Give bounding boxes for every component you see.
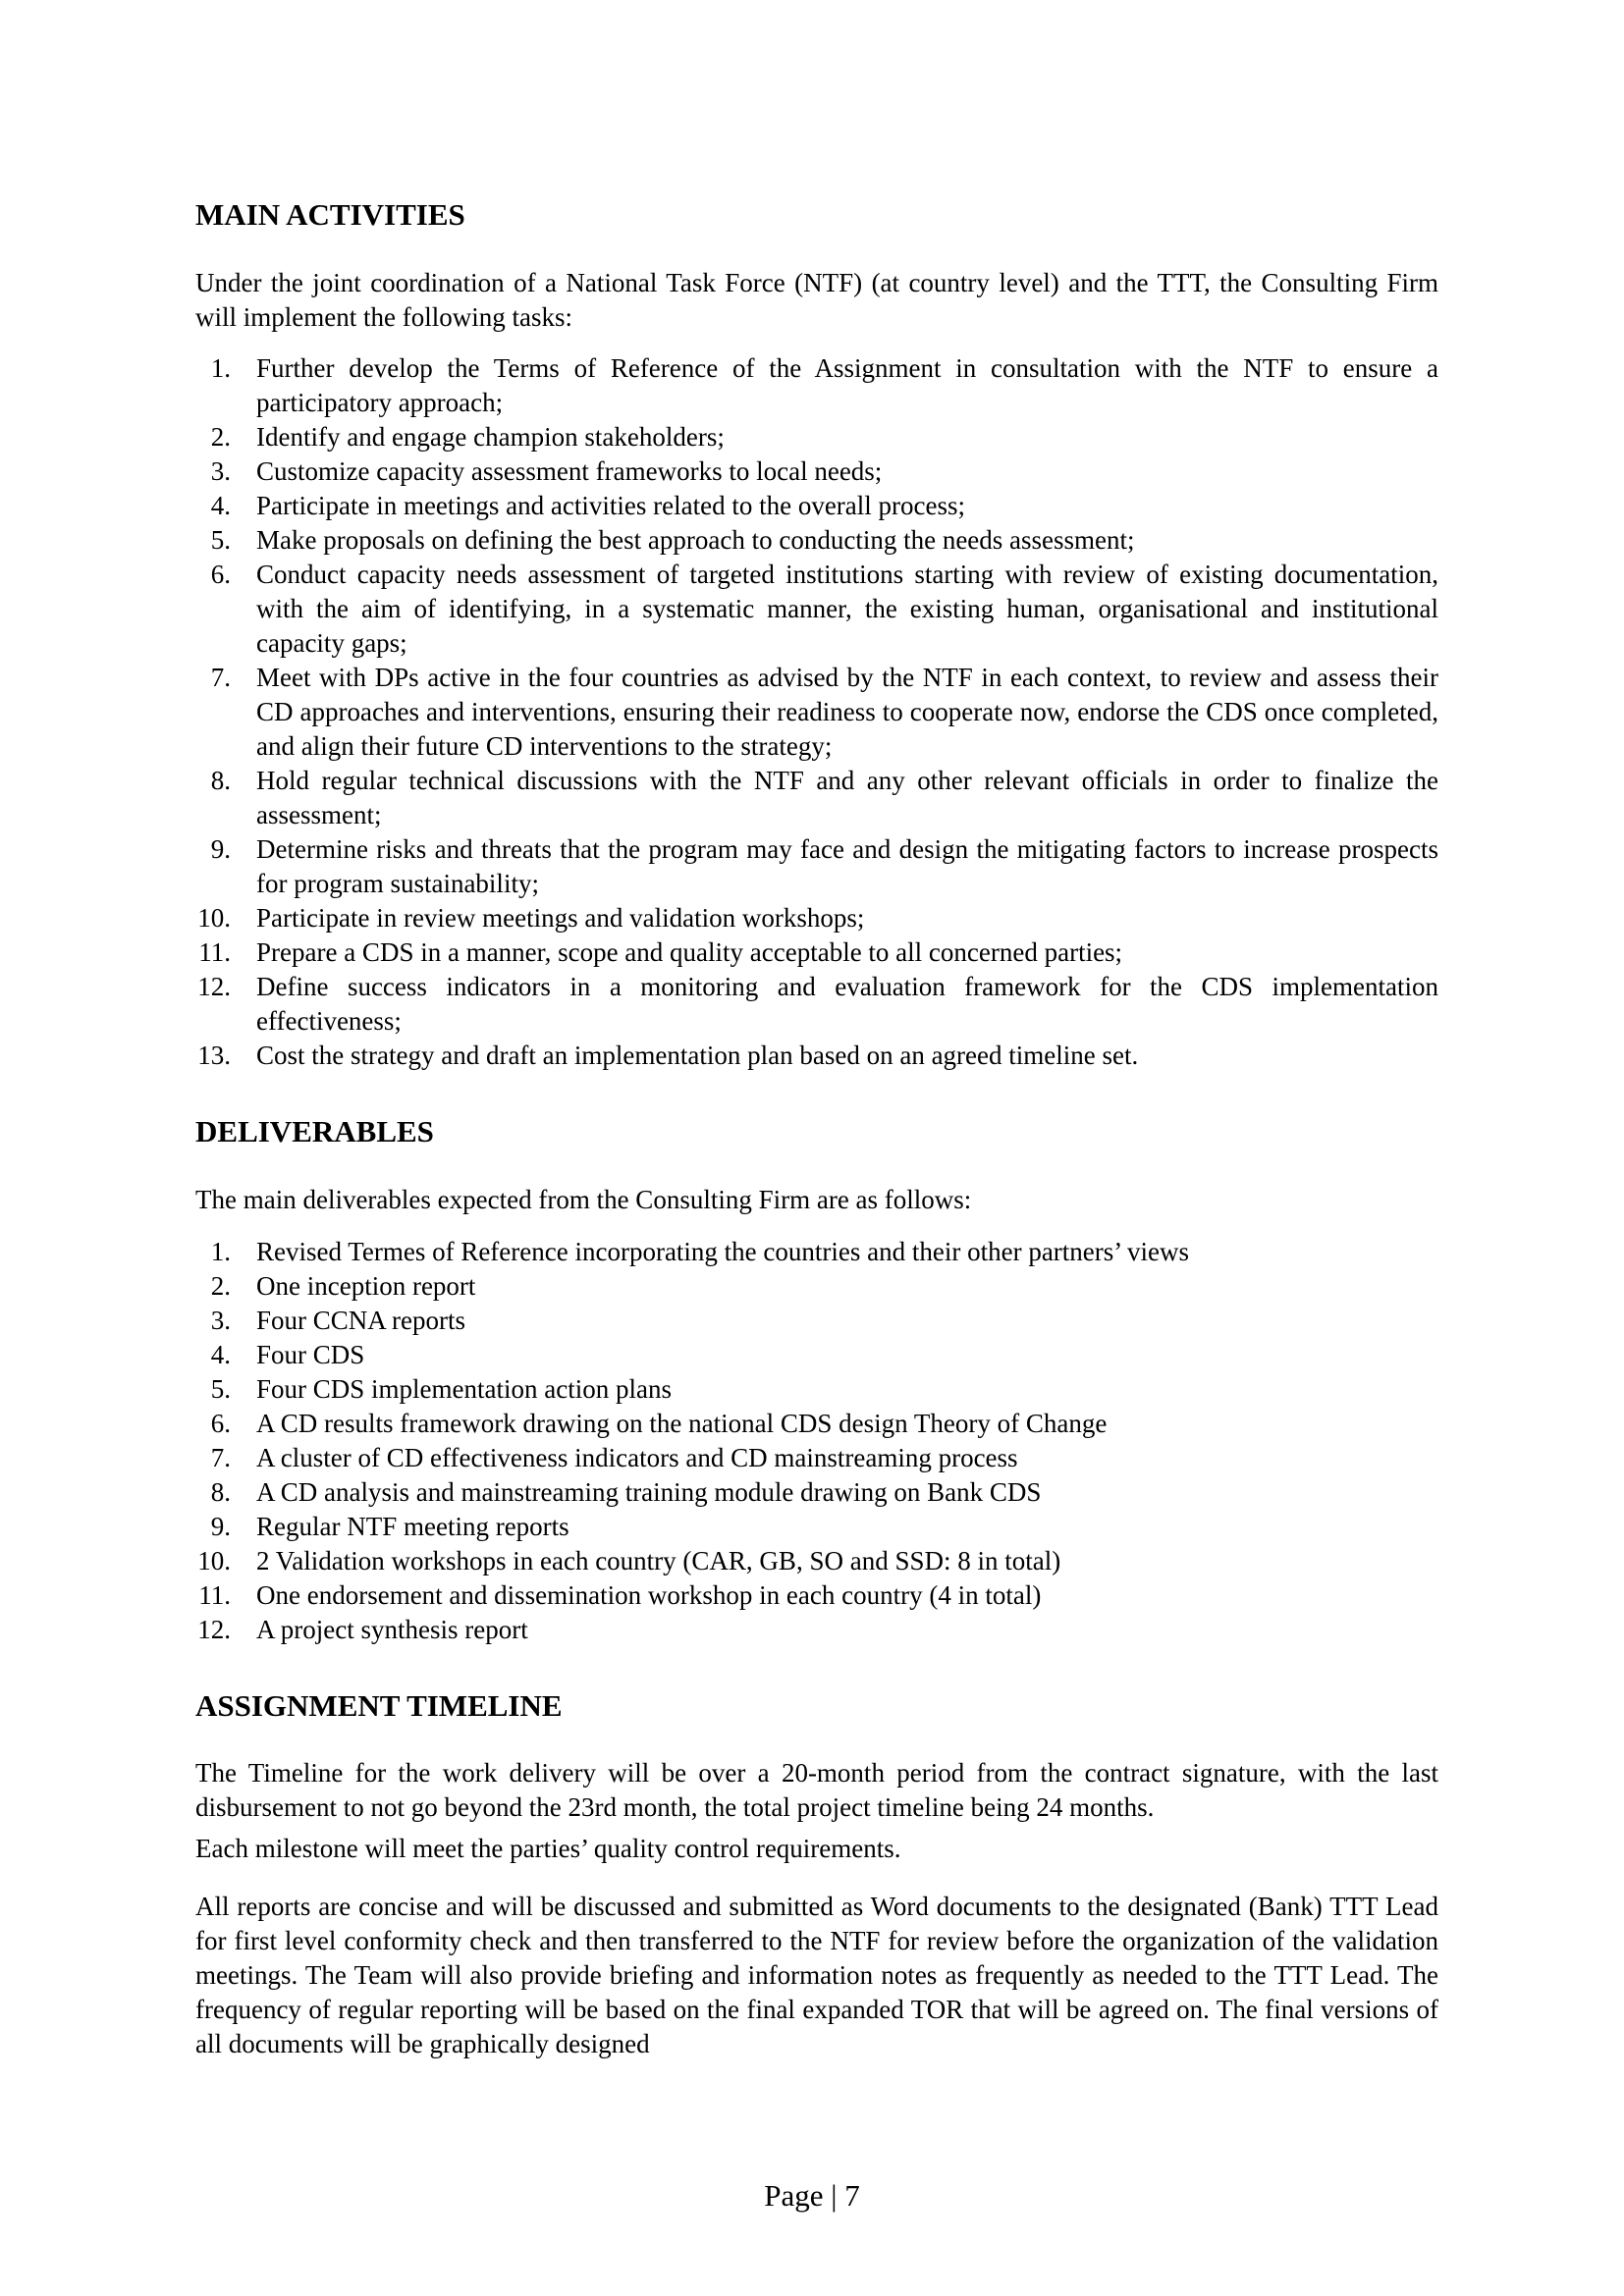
- list-item-text: 2 Validation workshops in each country (CAR, GB, SO and SSD: 8 in total): [256, 1546, 1061, 1575]
- list-item: [195, 764, 1438, 832]
- list-item: [195, 1613, 1438, 1647]
- main-activities-list: [195, 351, 1438, 1073]
- list-item: [195, 1544, 1438, 1578]
- list-item-number: 5.: [210, 525, 231, 555]
- list-item-number: 12.: [197, 1615, 231, 1644]
- list-item-text: A CD analysis and mainstreaming training module drawing on Bank CDS: [256, 1477, 1042, 1507]
- list-item-number: 9.: [210, 834, 231, 864]
- list-item: [195, 420, 1438, 454]
- list-item-text: Identify and engage champion stakeholders;: [256, 422, 725, 452]
- list-item-text: A project synthesis report: [256, 1615, 528, 1644]
- list-item-text: Participate in review meetings and validation workshops;: [256, 903, 865, 933]
- list-item-number: 4.: [210, 1340, 231, 1369]
- list-item: [195, 1510, 1438, 1544]
- list-item-text: Meet with DPs active in the four countries as advised by the NTF in each context, to review and assess their CD approaches and interventions, ensuring their readiness to cooperate now, endorse the CDS once completed, and align their future CD interventions to the strategy;: [256, 663, 1438, 761]
- list-item: [195, 1338, 1438, 1372]
- list-item-number: 2.: [210, 422, 231, 452]
- list-item: [195, 558, 1438, 661]
- list-item-text: Four CCNA reports: [256, 1306, 466, 1335]
- list-item: [195, 1372, 1438, 1407]
- list-item-text: Further develop the Terms of Reference of the Assignment in consultation with the NTF to ensure a participatory approach;: [256, 353, 1438, 417]
- list-item-text: Revised Termes of Reference incorporating the countries and their other partners’ views: [256, 1237, 1190, 1266]
- list-item-text: Prepare a CDS in a manner, scope and quality acceptable to all concerned parties;: [256, 937, 1123, 967]
- list-item-number: 12.: [197, 972, 231, 1001]
- list-item: [195, 970, 1438, 1039]
- deliverables-list: [195, 1235, 1438, 1647]
- list-item-number: 10.: [197, 1546, 231, 1575]
- list-item: [195, 1039, 1438, 1073]
- list-item-text: Cost the strategy and draft an implementation plan based on an agreed timeline set.: [256, 1041, 1139, 1070]
- list-item-text: Four CDS: [256, 1340, 365, 1369]
- list-item: [195, 1304, 1438, 1338]
- list-item: [195, 351, 1438, 420]
- page-footer: [0, 2178, 1624, 2214]
- list-item-text: One inception report: [256, 1271, 476, 1301]
- main-activities-intro: Under the joint coordination of a National Task Force (NTF) (at country level) and the TTT, the Consulting Firm will implement the following tasks:: [195, 268, 1438, 332]
- list-item: [195, 523, 1438, 558]
- list-item-text: Regular NTF meeting reports: [256, 1512, 569, 1541]
- list-item: [195, 1235, 1438, 1269]
- list-item-number: 6.: [210, 560, 231, 589]
- list-item-number: 7.: [210, 663, 231, 692]
- list-item-number: 8.: [210, 766, 231, 795]
- page-label: Page: [764, 2178, 824, 2213]
- list-item: [195, 1269, 1438, 1304]
- list-item-number: 2.: [210, 1271, 231, 1301]
- list-item-number: 7.: [210, 1443, 231, 1472]
- list-item: [195, 489, 1438, 523]
- list-item-number: 3.: [210, 456, 231, 486]
- list-item-text: A cluster of CD effectiveness indicators and CD mainstreaming process: [256, 1443, 1018, 1472]
- list-item-number: 11.: [198, 937, 231, 967]
- deliverables-heading: DELIVERABLES: [195, 1114, 434, 1148]
- list-item: [195, 661, 1438, 764]
- timeline-paragraph-2: Each milestone will meet the parties’ quality control requirements.: [195, 1834, 901, 1863]
- list-item-text: A CD results framework drawing on the national CDS design Theory of Change: [256, 1409, 1108, 1438]
- list-item-number: 3.: [210, 1306, 231, 1335]
- list-item-number: 8.: [210, 1477, 231, 1507]
- list-item-number: 9.: [210, 1512, 231, 1541]
- list-item-text: Conduct capacity needs assessment of targeted institutions starting with review of existing documentation, with the aim of identifying, in a systematic manner, the existing human, organisational and institutional capacity gaps;: [256, 560, 1438, 658]
- timeline-paragraph-1: The Timeline for the work delivery will be over a 20-month period from the contract signature, with the last disbursement to not go beyond the 23rd month, the total project timeline being 24 months.: [195, 1758, 1438, 1822]
- list-item-number: 1.: [210, 353, 231, 383]
- list-item-number: 4.: [210, 491, 231, 520]
- list-item-number: 13.: [197, 1041, 231, 1070]
- page-separator: |: [831, 2178, 838, 2213]
- list-item-text: Participate in meetings and activities related to the overall process;: [256, 491, 965, 520]
- list-item: [195, 1441, 1438, 1475]
- list-item: [195, 935, 1438, 970]
- list-item-text: One endorsement and dissemination workshop in each country (4 in total): [256, 1580, 1042, 1610]
- list-item: [195, 1475, 1438, 1510]
- list-item-text: Define success indicators in a monitoring and evaluation framework for the CDS implementation effectiveness;: [256, 972, 1438, 1036]
- list-item: [195, 901, 1438, 935]
- list-item: [195, 1407, 1438, 1441]
- list-item-text: Four CDS implementation action plans: [256, 1374, 672, 1404]
- list-item: [195, 832, 1438, 901]
- timeline-paragraph-3: All reports are concise and will be discussed and submitted as Word documents to the designated (Bank) TTT Lead for first level conformity check and then transferred to the NTF for review before the organization of the validation meetings. The Team will also provide briefing and information notes as frequently as needed to the TTT Lead. The frequency of regular reporting will be based on the final expanded TOR that will be agreed on. The final versions of all documents will be graphically designed: [195, 1892, 1438, 2058]
- timeline-heading: ASSIGNMENT TIMELINE: [195, 1688, 563, 1723]
- list-item: [195, 454, 1438, 489]
- list-item-number: 1.: [210, 1237, 231, 1266]
- list-item-text: Make proposals on defining the best approach to conducting the needs assessment;: [256, 525, 1135, 555]
- list-item-number: 10.: [197, 903, 231, 933]
- list-item-text: Hold regular technical discussions with the NTF and any other relevant officials in order to finalize the assessment;: [256, 766, 1438, 829]
- main-activities-heading: MAIN ACTIVITIES: [195, 197, 465, 232]
- page-number: 7: [844, 2178, 860, 2213]
- list-item-text: Customize capacity assessment frameworks to local needs;: [256, 456, 883, 486]
- list-item-number: 11.: [198, 1580, 231, 1610]
- deliverables-intro: The main deliverables expected from the Consulting Firm are as follows:: [195, 1185, 972, 1214]
- list-item: [195, 1578, 1438, 1613]
- list-item-number: 5.: [210, 1374, 231, 1404]
- list-item-text: Determine risks and threats that the program may face and design the mitigating factors to increase prospects for program sustainability;: [256, 834, 1438, 898]
- list-item-number: 6.: [210, 1409, 231, 1438]
